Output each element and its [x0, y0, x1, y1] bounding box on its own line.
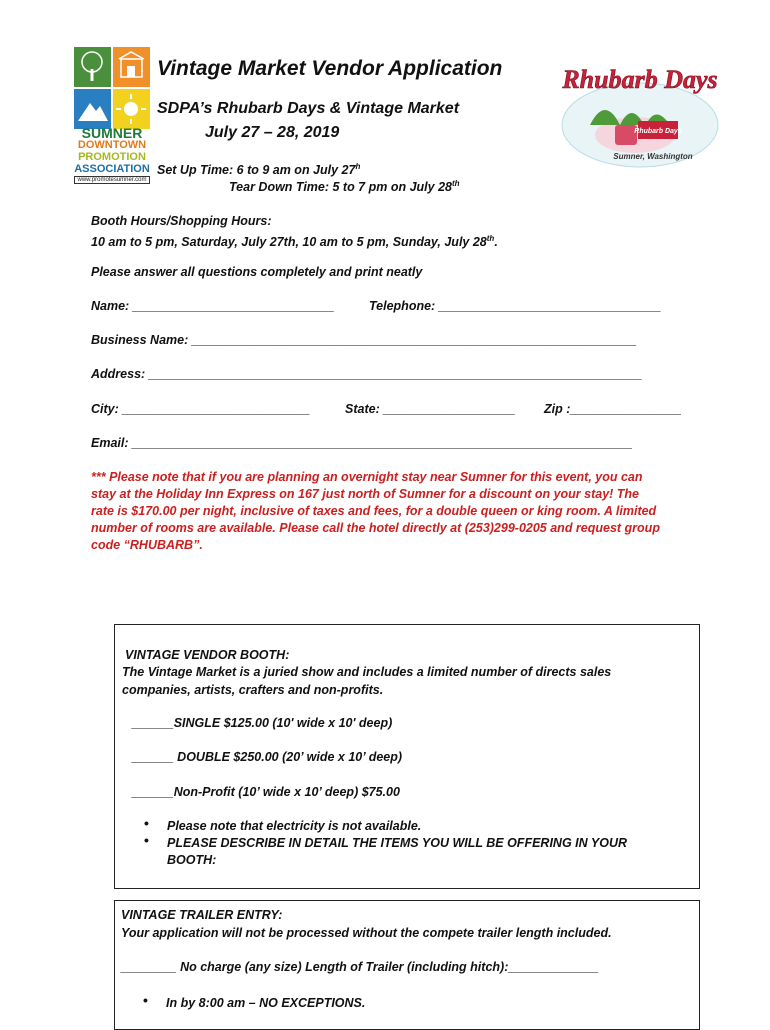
trailer-heading: VINTAGE TRAILER ENTRY:: [121, 908, 283, 922]
logo-word-promotion: PROMOTION: [78, 151, 146, 163]
booth-hours-end: .: [494, 235, 498, 250]
event-dates: July 27 – 28, 2019: [205, 124, 340, 141]
hotel-notice-line-1: *** Please note that if you are planning an overnight stay near Sumner for this event, you can: [91, 470, 643, 484]
tree-icon: [74, 47, 111, 87]
page-title: Vintage Market Vendor Application: [157, 57, 503, 80]
describe-items-note-2: BOOTH:: [167, 853, 217, 867]
instructions: Please answer all questions completely and print neatly: [91, 265, 423, 279]
booth-hours-main: 10 am to 5 pm, Saturday, July 27th, 10 am to 5 pm, Sunday, July 28: [91, 235, 487, 250]
hotel-notice-line-2: stay at the Holiday Inn Express on 167 just north of Sumner for a discount on your stay! The: [91, 487, 640, 501]
booth-hours-text: [91, 230, 498, 251]
teardown-time-text: Tear Down Time: 5 to 7 pm on July 28: [229, 180, 452, 195]
telephone-field[interactable]: Telephone: ________________________________: [369, 299, 662, 313]
describe-items-note: PLEASE DESCRIBE IN DETAIL THE ITEMS YOU WILL BE OFFERING IN YOUR: [167, 836, 627, 850]
event-name: SDPA’s Rhubarb Days & Vintage Market: [157, 100, 460, 117]
rhubarb-location-text: Sumner, Washington: [613, 152, 693, 161]
nonprofit-booth-option[interactable]: ______Non-Profit (10’ wide x 10’ deep) $75.00: [132, 785, 400, 799]
logo-word-sumner: SUMNER: [81, 125, 143, 141]
name-field[interactable]: Name: _____________________________: [91, 299, 335, 313]
electricity-note: Please note that electricity is not available.: [167, 819, 422, 833]
hotel-notice-line-4: number of rooms are available. Please call the hotel directly at (253)299-0205 and request group: [91, 521, 660, 535]
logo-word-downtown: DOWNTOWN: [77, 139, 147, 151]
logo-word-association: ASSOCIATION: [74, 163, 150, 175]
sdpa-logo: [74, 47, 150, 183]
address-field[interactable]: Address: _______________________________________________________________________: [91, 367, 643, 381]
booth-hours-label: Booth Hours/Shopping Hours:: [91, 214, 272, 228]
setup-time: [157, 162, 360, 177]
city-field[interactable]: City: ___________________________: [91, 402, 310, 416]
bullet-icon: •: [144, 832, 149, 848]
mountain-icon: [74, 89, 111, 129]
logo-url: www.promotesumner.com: [74, 176, 150, 184]
single-booth-option[interactable]: ______SINGLE $125.00 (10' wide x 10' deep): [132, 716, 393, 730]
trailer-arrival-note: In by 8:00 am – NO EXCEPTIONS.: [166, 996, 366, 1010]
email-field[interactable]: Email: ________________________________________________________________________: [91, 436, 633, 450]
rhubarb-days-logo: [560, 55, 720, 170]
storefront-icon: [113, 47, 150, 87]
state-field[interactable]: State: ___________________: [345, 402, 516, 416]
vendor-booth-box: [114, 624, 700, 889]
bullet-icon: •: [144, 815, 149, 831]
hotel-notice-line-3: rate is $170.00 per night, inclusive of taxes and fees, for a double queen or king room. A limited: [91, 504, 657, 518]
setup-time-text: Set Up Time: 6 to 9 am on July 27: [157, 163, 356, 178]
trailer-length-field[interactable]: ________ No charge (any size) Length of Trailer (including hitch):_____________: [121, 960, 599, 974]
business-name-field[interactable]: Business Name: ________________________________________________________________: [91, 333, 637, 347]
booth-desc-1: The Vintage Market is a juried show and includes a limited number of directs sales: [122, 665, 612, 679]
trailer-desc: Your application will not be processed without the compete trailer length included.: [121, 926, 612, 940]
zip-field[interactable]: Zip :________________: [544, 402, 682, 416]
bullet-icon: •: [143, 992, 148, 1008]
teardown-time-sup: th: [451, 179, 460, 188]
booth-hours-sup: th: [486, 234, 495, 243]
logo-wordmark: [74, 127, 150, 175]
double-booth-option[interactable]: ______ DOUBLE $250.00 (20’ wide x 10’ deep): [132, 750, 403, 764]
setup-time-sup: h: [355, 162, 361, 171]
rhubarb-sign-text: Rhubarb Days: [634, 128, 682, 135]
hotel-notice-line-5: code “RHUBARB”.: [91, 538, 203, 552]
trailer-entry-box: [114, 900, 700, 1030]
rhubarb-title-text: Rhubarb Days: [562, 65, 718, 94]
booth-desc-2: companies, artists, crafters and non-profits.: [122, 683, 384, 697]
booth-heading: VINTAGE VENDOR BOOTH:: [125, 648, 290, 662]
teardown-time: [229, 179, 460, 194]
sun-icon: [113, 89, 150, 129]
